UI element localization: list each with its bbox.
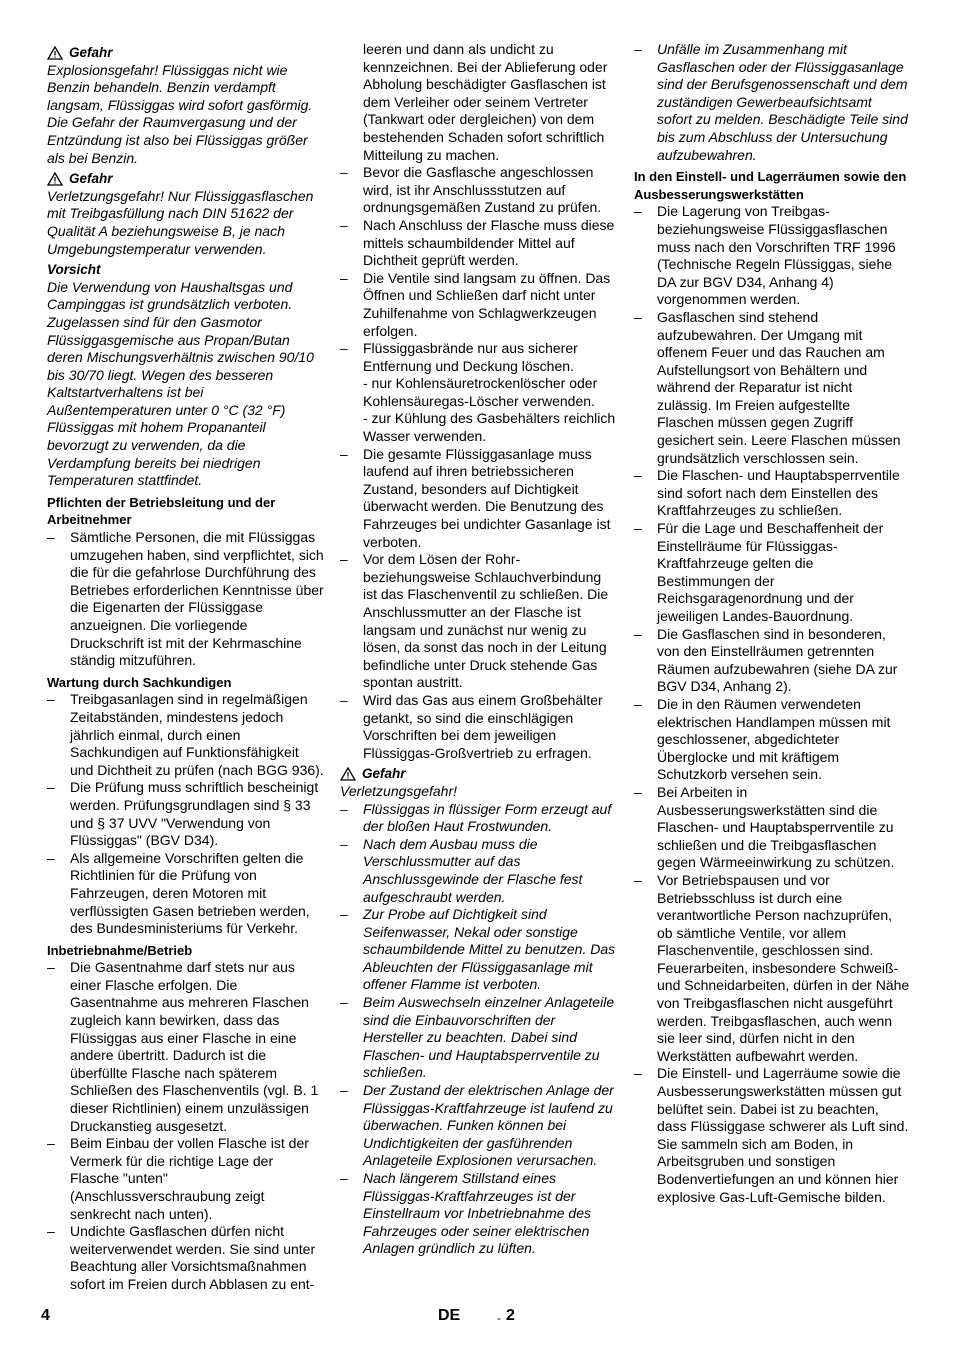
caution-header: [47, 261, 325, 279]
warning-text: Explosionsgefahr! Flüssiggas nicht wie Benzin behandeln. Benzin verdampft langsam, Flüssiggas wird sofort gasförmig. Die Gefahr der Raumvergasung und der Entzündung ist also bei Flüssiggas größer als bei Benzin.: [47, 61, 313, 166]
section-heading: Wartung durch Sachkundigen: [47, 674, 232, 690]
section-page-number: 2: [506, 1307, 515, 1324]
column-2: [340, 41, 618, 1258]
warning-text: Verletzungsgefahr! Nur Flüssiggasflaschen mit Treibgasfüllung nach DIN 51622 der Qualität A beziehungsweise B, je nach Umgebungstemperatur verwenden.: [47, 187, 314, 257]
section-heading: In den Einstell- und Lagerräumen sowie den Ausbesserungswerkstätten: [634, 169, 907, 202]
list-item: – Vor Betriebspausen und vor Betriebsschluss ist durch eine verantwortliche Person nachzuprüfen, ob sämtliche Ventile, vor allem Flaschenventile, geschlossen sind. Feuerarbeiten, insbesondere Schweiß- und Schneidarbeiten, dürfen in der Nähe von Treibgasflaschen nicht ausgeführt werden. Treibgasflaschen, auch wenn sie leer sind, dürfen nicht in den Werkstätten aufbewahrt werden.: [634, 871, 910, 1064]
warning-triangle-icon: [340, 767, 356, 781]
caution-text: Die Verwendung von Haushaltsgas und Campinggas ist grundsätzlich verboten. Zugelassen sind für den Gasmotor Flüssiggasgemische aus Propan/Butan deren Mischungsverhältnis zwischen 90/10 bis 30/70 liegt. Wegen des besseren Kaltstartverhaltens ist bei Außentemperaturen unter 0 °C (32 °F) Flüssiggas mit hohem Propananteil bevorzugt zu verwenden, da die Verdampfung bereits bei niedrigen Temperaturen stattfindet.: [47, 278, 314, 489]
list-item: – Die Ventile sind langsam zu öffnen. Das Öffnen und Schließen darf nicht unter Zuhilfenahme von Schlagwerkzeugen erfolgen.: [340, 269, 611, 339]
list-item: – Bevor die Gasflasche angeschlossen wird, ist ihr Anschlussstutzen auf ordnungsgemäßen Zustand zu prüfen.: [340, 164, 602, 216]
warning-triangle-icon: [47, 172, 63, 186]
list-item: – Nach längerem Stillstand eines Flüssiggas-Kraftfahrzeuges ist der Einstellraum vor Inbetriebnahme des Fahrzeuges oder seiner elektrischen Anlagen gründlich zu lüften.: [340, 1170, 592, 1257]
list-item: – Die Lagerung von Treibgas- beziehungsweise Flüssiggasflaschen muss nach den Vorschriften TRF 1996 (Technische Regeln Flüssiggas, siehe DA zur BGV D34, Anhang 4) vorgenommen werden.: [634, 203, 896, 308]
warning-label: Gefahr: [362, 766, 406, 782]
list-item: – Die gesamte Flüssiggasanlage muss laufend auf ihren betriebssicheren Zustand, besonders auf Dichtigkeit überwacht werden. Die Benutzung des Fahrzeuges bei undichter Gasanlage ist verboten.: [340, 445, 611, 550]
list-item: – Gasflaschen sind stehend aufzubewahren. Der Umgang mit offenem Feuer und das Rauchen am Aufstellungsort von Behältern und während der Reparatur ist nicht zulässig. Im Freien aufgestellte Flaschen müssen gegen Zugriff gesichert sein. Leere Flaschen müssen grundsätzlich verschlossen sein.: [634, 308, 901, 466]
list-item: – Zur Probe auf Dichtigkeit sind Seifenwasser, Nekal oder sonstige schaumbildende Mittel zu benutzen. Das Ableuchten der Flüssiggasanlage mit offener Flamme ist verboten.: [340, 906, 616, 993]
list-item: – Nach Anschluss der Flasche muss diese mittels schaumbildender Mittel auf Dichtheit geprüft werden.: [340, 216, 615, 269]
list-item: – Als allgemeine Vorschriften gelten die Richtlinien für die Prüfung von Fahrzeugen, deren Motoren mit verflüssigten Gasen betrieben werden, des Bundesministeriums für Verkehr.: [47, 849, 310, 937]
continued-text: leeren und dann als undicht zu kennzeichnen. Bei der Ablieferung oder Abholung beschädigter Gasflaschen ist dem Verleiher oder seinem Vertreter (Tankwart oder dergleichen) von dem bestehenden Schaden sofort schriftlich Mitteilung zu machen.: [363, 41, 608, 163]
bullet-list: [47, 691, 325, 937]
section-heading: Pflichten der Betriebsleitung und der Arbeitnehmer: [47, 494, 276, 528]
list-item: – Undichte Gasflaschen dürfen nicht weiterverwendet werden. Sie sind unter Beachtung aller Vorsichtsmaßnahmen sofort im Freien durch Abblasen zu ent-: [47, 1223, 316, 1292]
list-item: – Flüssiggas in flüssiger Form erzeugt auf der bloßen Haut Frostwunden.: [340, 800, 612, 835]
warning-header: [47, 170, 325, 188]
caution-label: Vorsicht: [47, 262, 101, 278]
list-item: – Nach dem Ausbau muss die Verschlussmutter auf das Anschlussgewinde der Flasche fest aufgeschraubt werden.: [340, 835, 583, 905]
sub-item: - zur Kühlung des Gasbehälters reichlich Wasser verwenden.: [363, 410, 616, 445]
list-item: – Die Gasflaschen sind in besonderen, von den Einstellräumen getrennten Räumen aufzubewahren (siehe DA zur BGV D34, Anhang 2).: [634, 625, 898, 695]
list-item: – Wird das Gas aus einem Großbehälter getankt, so sind die einschlägigen Vorschriften bei dem jeweiligen Flüssiggas-Großvertrieb zu erfragen.: [340, 691, 603, 761]
warning-header: [340, 765, 618, 783]
list-item: – Unfälle im Zusammenhang mit Gasflaschen oder der Flüssiggasanlage sind der Berufsgenossenschaft und dem zuständigen Gewerbeaufsichtsamt sofort zu melden. Beschädigte Teile sind bis zum Abschluss der Untersuchung aufzubewahren.: [634, 41, 908, 163]
section-heading: Inbetriebnahme/Betrieb: [47, 942, 193, 958]
list-item: – Flüssiggasbrände nur aus sicherer Entfernung und Deckung löschen.: [340, 340, 578, 374]
list-item: – Beim Einbau der vollen Flasche ist der Vermerk für die richtige Lage der Flasche "unten" (Anschlussverschraubung zeigt senkrecht nach unten).: [47, 1135, 309, 1222]
list-item: – Die Flaschen- und Hauptabsperrventile sind sofort nach dem Einstellen des Kraftfahrzeuges zu schließen.: [634, 467, 900, 519]
list-item: – Sämtliche Personen, die mit Flüssiggas umzugehen haben, sind verpflichtet, sich die für die gefahrlose Durchführung des Betriebes erforderlichen Kenntnisse über die Eigenarten der Flüssiggase anzueignen. Die vorliegende Druckschrift ist mit der Kehrmaschine ständig mitzuführen.: [47, 529, 324, 669]
warning-label: Gefahr: [69, 171, 113, 187]
list-item: – Vor dem Lösen der Rohr- beziehungsweise Schlauchverbindung ist das Flaschenventil zu schließen. Die Anschlussmutter an der Flasche ist langsam und zunächst nur wenig zu lösen, da sonst das noch in der Leitung befindliche unter Druck stehende Gas spontan austritt.: [340, 551, 609, 691]
list-item: – Die Einstell- und Lagerräume sowie die Ausbesserungswerkstätten müssen gut belüftet sein. Dabei ist zu beachten, dass Flüssiggase schwerer als Luft sind. Sie sammeln sich am Boden, in Arbeitsgruben und sonstigen Bodenvertiefungen an und können hier explosive Gas-Luft-Gemische bilden.: [634, 1065, 909, 1205]
list-item: – Die Gasentnahme darf stets nur aus einer Flasche erfolgen. Die Gasentnahme aus mehreren Flaschen zugleich kann bewirken, dass das Flüssiggas aus einer Flasche in eine andere übertritt. Dadurch ist die überfüllte Flasche nach späterem Schließen des Flaschenventils (vgl. B. 1 dieser Richtlinien) einem unzulässigen Druckanstieg ausgesetzt.: [47, 959, 319, 1134]
warning-triangle-icon: [47, 46, 63, 60]
page-separator: -: [497, 1311, 501, 1325]
list-item: – Der Zustand der elektrischen Anlage der Flüssiggas-Kraftfahrzeuge ist laufend zu überwachen. Funken können bei Undichtigkeiten der gasführenden Anlageteile Explosionen verursachen.: [340, 1082, 614, 1169]
bullet-list: [340, 801, 618, 1258]
warning-text: Verletzungsgefahr!: [340, 782, 457, 799]
list-item: – Beim Auswechseln einzelner Anlageteile sind die Einbauvorschriften der Hersteller zu beachten. Dabei sind Flaschen- und Hauptabsperrventile zu schließen.: [340, 994, 615, 1081]
warning-label: Gefahr: [69, 45, 113, 60]
bullet-list: [340, 446, 618, 763]
list-item: – Bei Arbeiten in Ausbesserungswerkstätten sind die Flaschen- und Hauptabsperrventile zu schließen und die Treibgasflaschen gegen Wärmeeinwirkung zu schützen.: [634, 783, 895, 871]
list-item: – Treibgasanlagen sind in regelmäßigen Zeitabständen, mindestens jedoch jährlich einmal, durch einen Sachkundigen auf Funktionsfähigkeit und Dichtheit zu prüfen (nach BGG 936).: [47, 691, 324, 778]
list-item: – Die in den Räumen verwendeten elektrischen Handlampen müssen mit geschlossener, abgedichteter Überglocke und mit kräftigem Schutzkorb versehen sein.: [634, 695, 891, 783]
bullet-list: [47, 529, 325, 670]
bullet-list: [47, 959, 325, 1293]
bullet-list: [340, 164, 618, 375]
list-item: – Für die Lage und Beschaffenheit der Einstellräume für Flüssiggas-Kraftfahrzeuge gelten die Bestimmungen der Reichsgaragenordnung und der jeweiligen Landes-Bauordnung.: [634, 520, 884, 624]
warning-header: [47, 44, 325, 62]
column-1: [47, 41, 325, 1294]
sub-item: - nur Kohlensäuretrockenlöscher oder Kohlensäuregas-Löscher verwenden.: [363, 375, 598, 409]
page-number: 4: [41, 1307, 50, 1324]
language-code: DE: [438, 1307, 461, 1324]
list-item: – Die Prüfung muss schriftlich bescheinigt werden. Prüfungsgrundlagen sind § 33 und § 37 UVV "Verwendung von Flüssiggas" (BGV D34).: [47, 779, 319, 849]
column-3: [634, 41, 910, 1206]
bullet-list: [634, 41, 910, 164]
bullet-list: [634, 203, 910, 1206]
